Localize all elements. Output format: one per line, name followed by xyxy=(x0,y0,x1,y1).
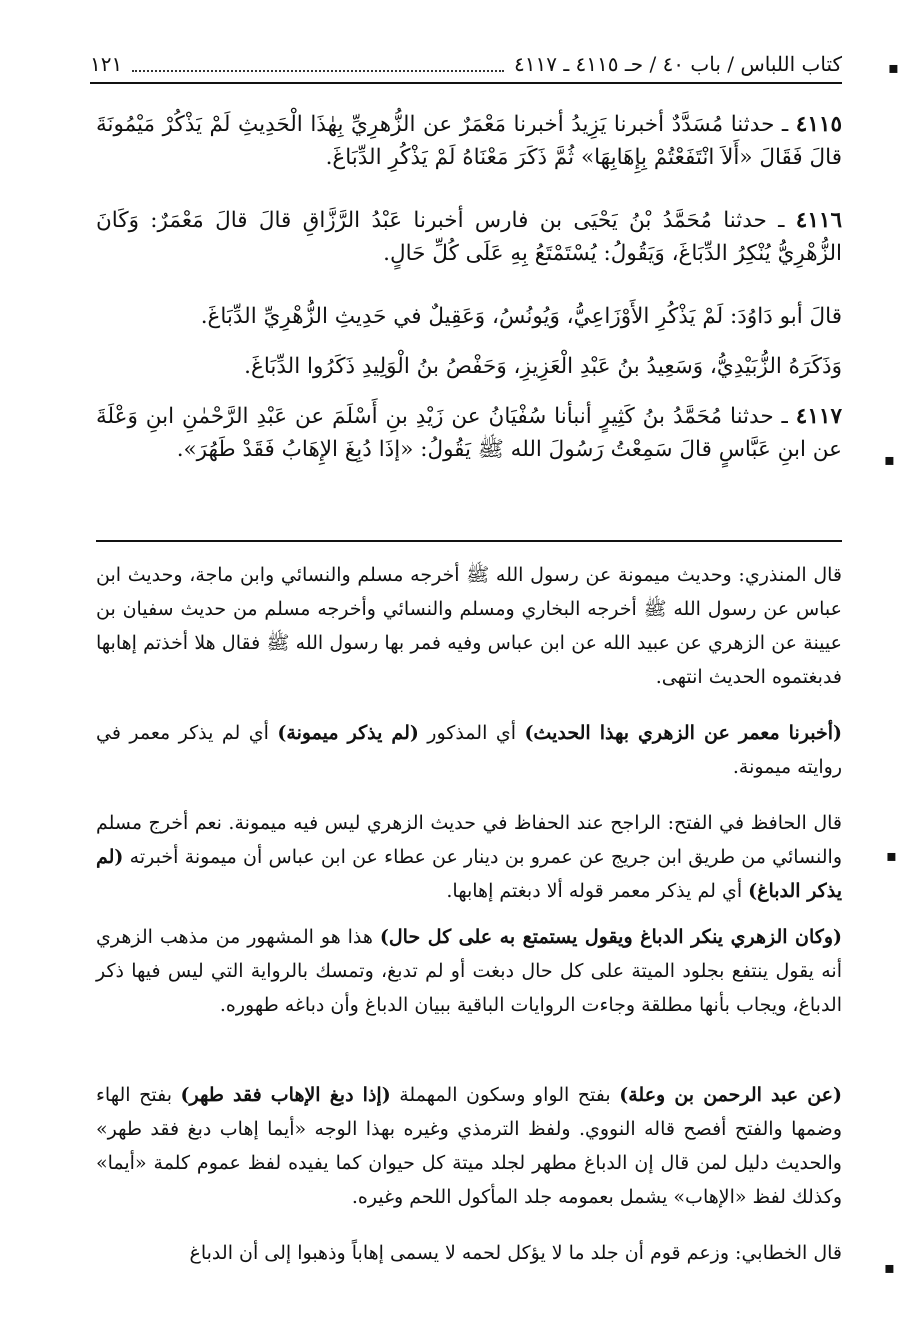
note-text: قال الحافظ في الفتح: الراجح عند الحفاظ في حديث الزهري ليس فيه ميمونة. نعم أخرج مسلم والنسائي من طريق ابن جريج عن عمرو بن دينار عن عطاء عن ابن عباس أن ميمونة أخبرته xyxy=(96,812,842,868)
note-text: أي لم يذكر معمر قوله ألا دبغتم إهابها. xyxy=(446,880,749,902)
note-text: أي المذكور xyxy=(418,722,525,744)
margin-mark: ▪ xyxy=(884,1258,895,1277)
hadith-text: وَذَكَرَهُ الزُّبَيْدِيُّ، وَسَعِيدُ بنُ عَبْدِ الْعَزِيزِ، وَحَفْصُ بنُ الْوَلِيدِ ذَكَرُوا الدِّبَاغَ. xyxy=(244,354,842,379)
note-text: بفتح الهاء وضمها والفتح أفصح قاله النووي. ولفظ الترمذي وغيره بهذا الوجه «أيما إهاب دبغ فقد طهر» والحديث دليل لمن قال إن الدباغ مطهر لجلد ميتة كل حيوان كما يفيده لفظ عموم كلمة «أيما» وكذلك لفظ «الإهاب» يشمل بعمومه جلد المأكول اللحم وغيره. xyxy=(96,1084,842,1208)
abu-dawud-comment xyxy=(96,300,842,333)
note-text: أي لم يذكر معمر في روايته ميمونة. xyxy=(96,722,842,778)
margin-mark: ▪ xyxy=(884,450,895,469)
note-quote: (عن عبد الرحمن بن وعلة) xyxy=(619,1084,842,1106)
hadith-text: ـ حدثنا مُحَمَّدُ بْنُ يَحْيَى بن فارس أخبرنا عَبْدُ الرَّزَّاقِ قالَ قالَ مَعْمَرٌ: وَكَانَ الزُّهْرِيُّ يُنْكِرُ الدِّبَاغَ، وَيَقُولُ: يُسْتَمْتَعُ بِهِ عَلَى كُلِّ حَالٍ. xyxy=(96,208,842,266)
page-number: ١٢١ xyxy=(90,52,123,76)
hadith-number: ٤١١٦ xyxy=(795,208,842,233)
hadith-4117 xyxy=(96,400,842,466)
running-header xyxy=(90,42,842,84)
note-quote: (أخبرنا معمر عن الزهري بهذا الحديث) xyxy=(524,722,842,744)
margin-mark: ▪ xyxy=(888,58,899,77)
hadith-4115 xyxy=(96,108,842,174)
commentary-divider xyxy=(96,540,842,542)
note-text: قال المنذري: وحديث ميمونة عن رسول الله ﷺ أخرجه مسلم والنسائي وابن ماجة، وحديث ابن عباس عن رسول الله ﷺ أخرجه البخاري ومسلم والنسائي وأخرجه مسلم من حديث سفيان بن عيينة عن الزهري عن عبيد الله عن ابن عباس وفيه فمر بها رسول الله ﷺ فقال هلا أخذتم إهابها فدبغتموه الحديث انتهى. xyxy=(96,564,842,688)
note-quote: (لم يذكر ميمونة) xyxy=(277,722,419,744)
note-text: هذا هو المشهور من مذهب الزهري أنه يقول ينتفع بجلود الميتة على كل حال دبغت أو لم تدبغ، وتمسك بالرواية التي ليس فيها ذكر الدباغ، ويجاب بأنها مطلقة وجاءت الروايات الباقية ببيان الدباغ وأن دباغه طهوره. xyxy=(96,926,842,1016)
note-quote: (وكان الزهري ينكر الدباغ ويقول يستمتع به على كل حال) xyxy=(379,926,842,948)
commentary-mamar xyxy=(96,716,842,784)
hadith-number: ٤١١٥ xyxy=(795,112,842,137)
hadith-text: ـ حدثنا مُحَمَّدُ بنُ كَثِيرٍ أنبأنا سُفْيَانُ عن زَيْدِ بنِ أَسْلَمَ عن عَبْدِ الرَّحْمٰنِ ابنِ وَعْلَةَ عن ابنِ عَبَّاسٍ قالَ سَمِعْتُ رَسُولَ الله ﷺ يَقُولُ: «إذَا دُبِغَ الإِهَابُ فَقَدْ طَهُرَ». xyxy=(96,404,842,462)
header-title: كتاب اللباس / باب ٤٠ / حـ ٤١١٥ ـ ٤١١٧ xyxy=(514,52,842,76)
note-text: بفتح الواو وسكون المهملة xyxy=(390,1084,620,1106)
zubaydi-comment xyxy=(96,350,842,383)
note-text: قال الخطابي: وزعم قوم أن جلد ما لا يؤكل لحمه لا يسمى إهاباً وذهبوا إلى أن الدباغ xyxy=(189,1242,842,1264)
hadith-4116 xyxy=(96,204,842,270)
header-leader-dots xyxy=(132,70,504,72)
note-quote: (إذا دبغ الإهاب فقد طهر) xyxy=(180,1084,391,1106)
commentary-zuhri xyxy=(96,920,842,1022)
hadith-text: قالَ أبو دَاوُدَ: لَمْ يَذْكُرِ الأَوْزَاعِيُّ، وَيُونُسُ، وَعَقِيلٌ في حَدِيثِ الزُّهْرِيِّ الدِّبَاغَ. xyxy=(200,304,842,329)
hadith-number: ٤١١٧ xyxy=(795,404,842,429)
commentary-wala xyxy=(96,1078,842,1214)
margin-mark: ▪ xyxy=(886,846,897,865)
commentary-mundhiri xyxy=(96,558,842,694)
note-quote: (لم يذكر الدباغ) xyxy=(96,846,842,902)
commentary-khattabi xyxy=(96,1236,842,1270)
hadith-text: ـ حدثنا مُسَدَّدٌ أخبرنا يَزِيدُ أخبرنا مَعْمَرٌ عن الزُّهرِيِّ بِهٰذَا الْحَدِيثِ لَمْ يَذْكُرْ مَيْمُونَةَ قالَ فَقَالَ «أَلاَ انْتَفَعْتُمْ بِإِهَابِهَا» ثُمَّ ذَكَرَ مَعْنَاهُ لَمْ يَذْكُرِ الدِّبَاغَ. xyxy=(96,112,842,170)
commentary-hafiz xyxy=(96,806,842,908)
